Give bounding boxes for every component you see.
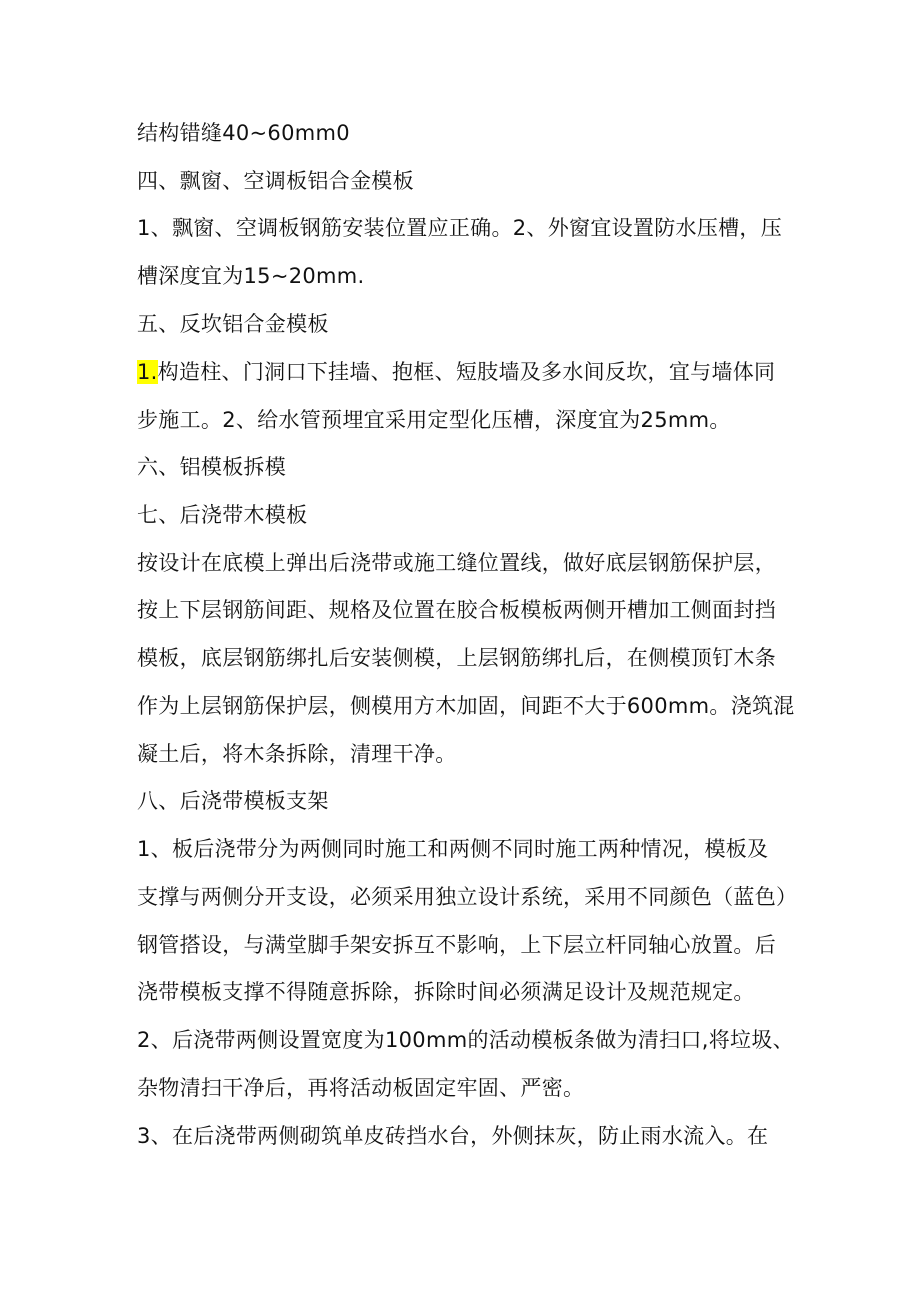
heading-section-6: 六、铝模板拆模: [137, 455, 287, 479]
highlighted-number: 1.: [137, 360, 158, 384]
text-line-18: 钢管搭设，与满堂脚手架安拆互不影响，上下层立杆同轴心放置。后: [137, 933, 776, 957]
text-line-17: 支撑与两侧分开支设，必须采用独立设计系统，采用不同颜色（蓝色）: [137, 885, 798, 909]
text-line-21: 杂物清扫干净后，再将活动板固定牢固、严密。: [137, 1076, 585, 1100]
heading-section-5: 五、反坎铝合金模板: [137, 312, 329, 336]
text-line-22: 3、在后浇带两侧砌筑单皮砖挡水台，外侧抹灰，防止雨水流入。在: [137, 1124, 769, 1148]
text-line-3: 1、飘窗、空调板钢筋安装位置应正确。2、外窗宜设置防水压槽，压: [137, 216, 783, 240]
text-line-12: 模板，底层钢筋绑扎后安装侧模，上层钢筋绑扎后，在侧模顶钉木条: [137, 646, 776, 670]
text-line-16: 1、板后浇带分为两侧同时施工和两侧不同时施工两种情况，模板及: [137, 837, 769, 861]
text-line-6: [137, 357, 797, 387]
text-line-4: 槽深度宜为15~20mm.: [137, 264, 365, 288]
text-line-19: 浇带模板支撑不得随意拆除，拆除时间必须满足设计及规范规定。: [137, 980, 755, 1004]
heading-section-8: 八、后浇带模板支架: [137, 789, 329, 813]
text-line-11: 按上下层钢筋间距、规格及位置在胶合板模板两侧开槽加工侧面封挡: [137, 598, 776, 622]
heading-section-4: 四、飘窗、空调板铝合金模板: [137, 169, 414, 193]
text-line-10: 按设计在底模上弹出后浇带或施工缝位置线，做好底层钢筋保护层，: [137, 551, 776, 575]
text-line-1: 结构错缝40~60mm0: [137, 121, 350, 145]
text-line-14: 凝土后，将木条拆除，清理干净。: [137, 742, 457, 766]
text-line-13: 作为上层钢筋保护层，侧模用方木加固，间距不大于600mm。浇筑混: [137, 694, 795, 718]
text-line-20: 2、后浇带两侧设置宽度为100mm的活动模板条做为清扫口,将垃圾、: [137, 1028, 794, 1052]
heading-section-7: 七、后浇带木模板: [137, 503, 308, 527]
text-line-6-content: 构造柱、门洞口下挂墙、抱框、短肢墙及多水间反坎，宜与墙体同: [157, 360, 776, 384]
text-line-7: 步施工。2、给水管预埋宜采用定型化压槽，深度宜为25mm。: [137, 408, 731, 432]
